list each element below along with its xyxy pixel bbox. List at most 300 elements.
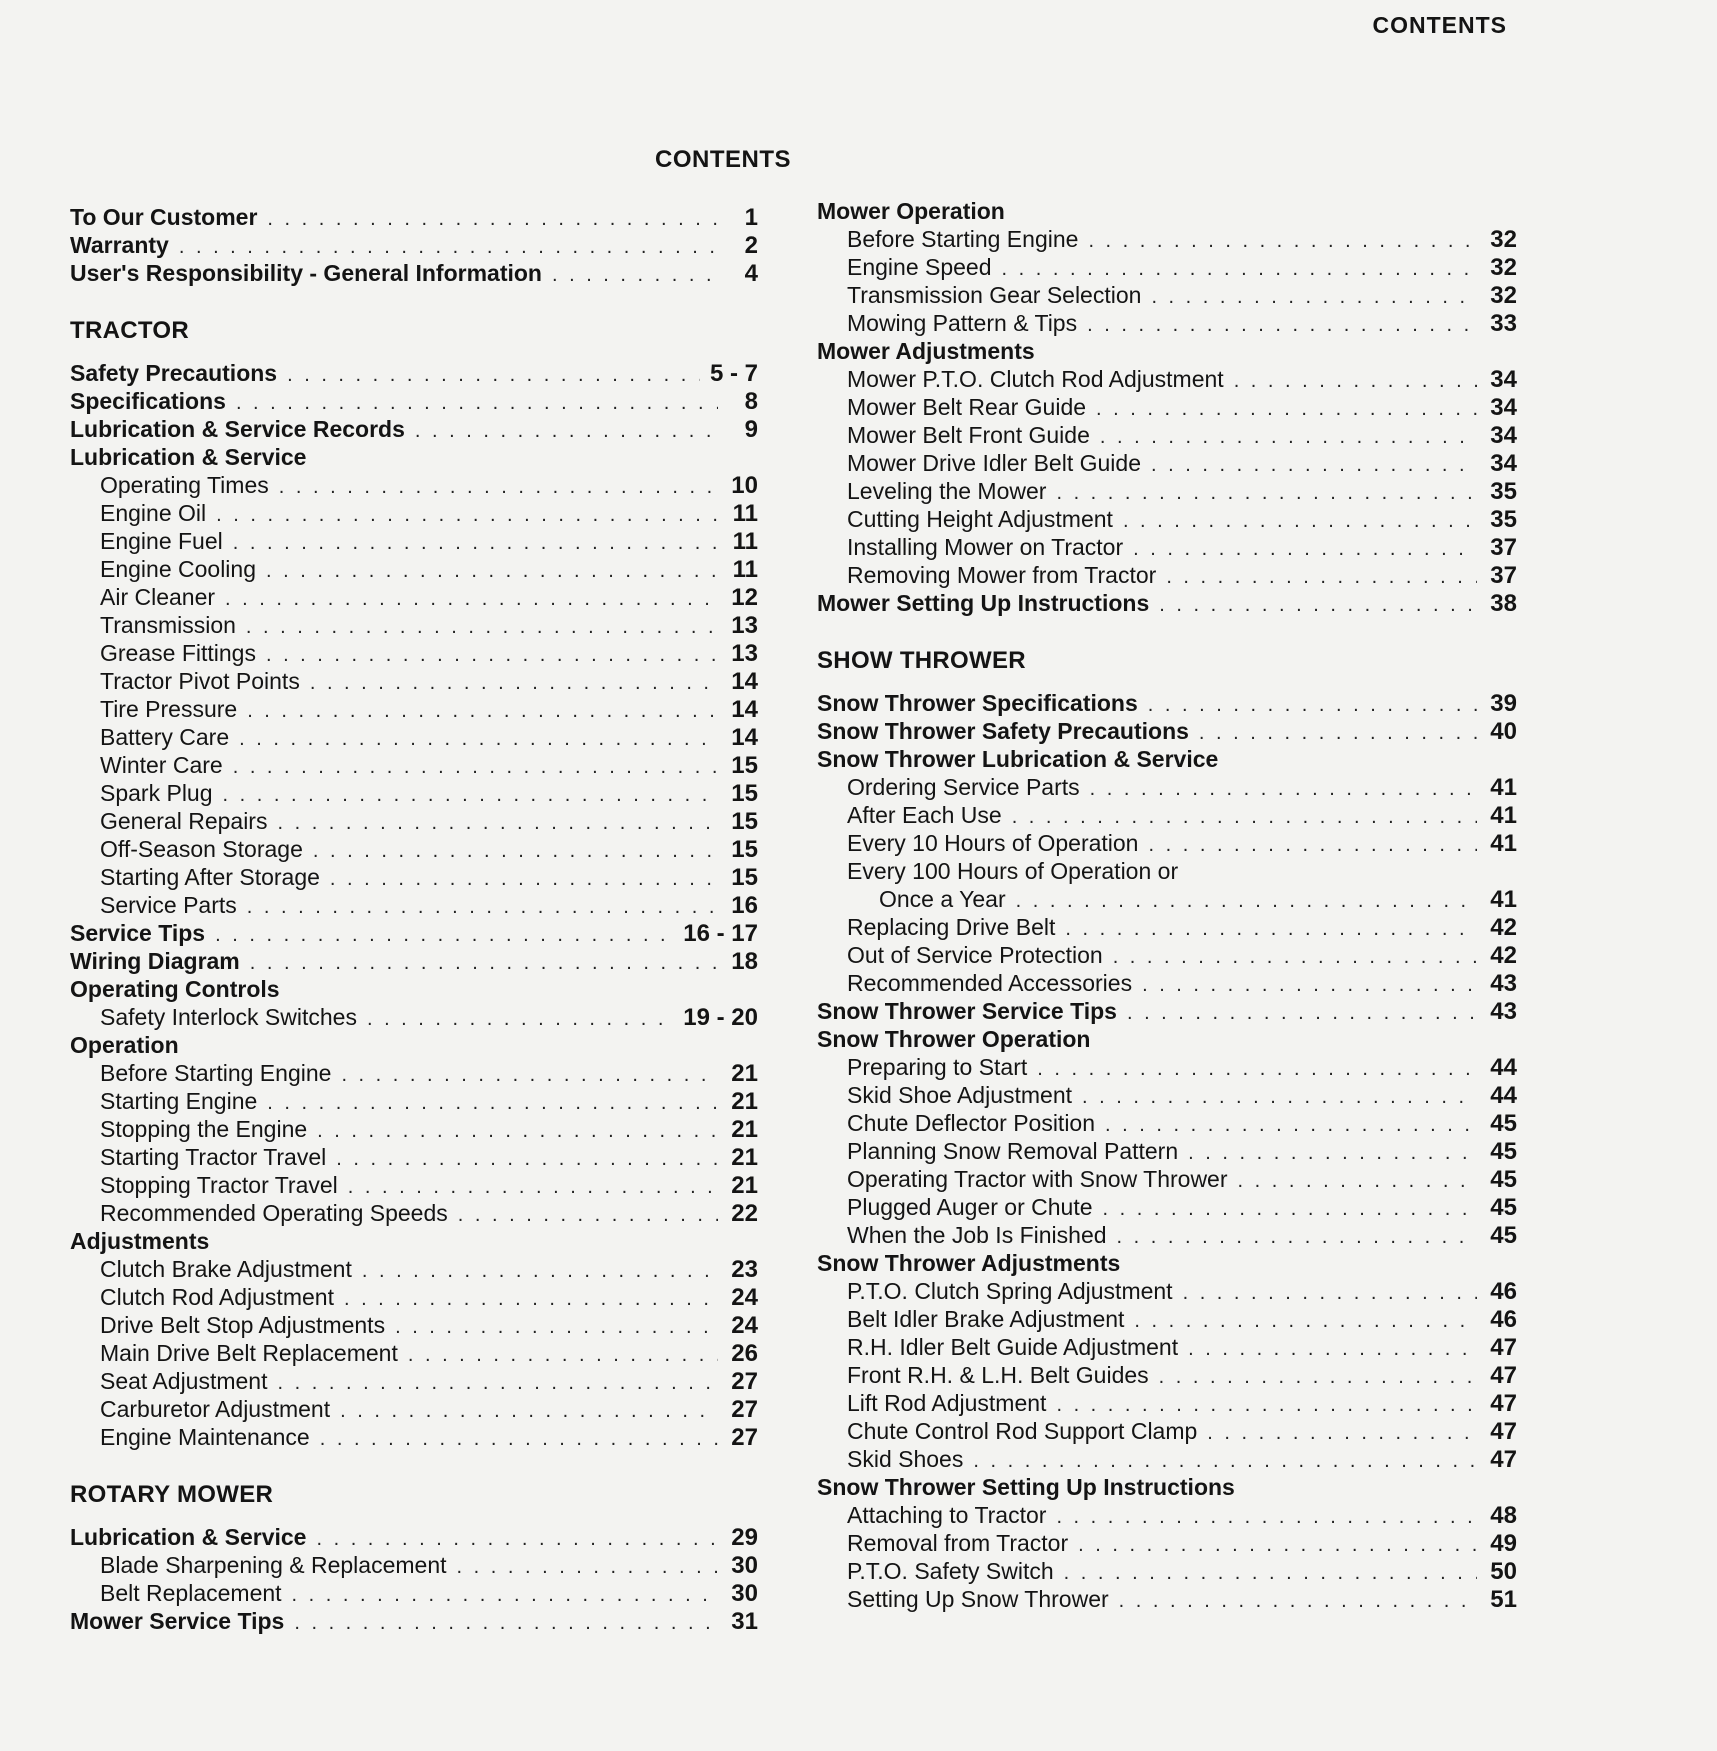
toc-entry-label: Engine Fuel — [100, 528, 223, 554]
toc-entry[interactable] — [817, 857, 1517, 885]
toc-page-number: 16 - 17 — [683, 920, 758, 947]
dot-leader — [179, 233, 718, 261]
toc-entry-label: Front R.H. & L.H. Belt Guides — [847, 1362, 1149, 1388]
dot-leader — [278, 1369, 719, 1397]
toc-entry-label: Service Tips — [70, 920, 206, 946]
toc-page-number: 24 — [731, 1312, 758, 1339]
toc-entry-label: Belt Idler Brake Adjustment — [847, 1306, 1125, 1332]
section-heading: TRACTOR — [70, 317, 189, 344]
dot-leader — [336, 1145, 718, 1173]
dot-leader — [236, 389, 718, 417]
toc-entry[interactable] — [70, 259, 758, 287]
dot-leader — [246, 613, 718, 641]
toc-page-number: 27 — [731, 1424, 758, 1451]
toc-page-number: 13 — [731, 640, 758, 667]
toc-entry[interactable] — [817, 589, 1517, 617]
toc-page-number: 35 — [1490, 478, 1517, 505]
toc-entry-label: Carburetor Adjustment — [100, 1396, 331, 1422]
toc-entry[interactable] — [70, 1283, 758, 1311]
toc-entry[interactable] — [70, 1395, 758, 1423]
toc-entry[interactable] — [70, 835, 758, 863]
toc-page-number: 15 — [731, 780, 758, 807]
dot-leader — [287, 361, 700, 389]
toc-entry-label: User's Responsibility - General Information — [70, 260, 542, 286]
toc-entry[interactable] — [817, 1221, 1517, 1249]
toc-page-number: 37 — [1490, 562, 1517, 589]
toc-entry[interactable] — [817, 969, 1517, 997]
toc-page-number: 34 — [1490, 450, 1517, 477]
toc-entry[interactable] — [817, 1109, 1517, 1137]
toc-entry-label: Every 10 Hours of Operation — [847, 830, 1139, 856]
dot-leader — [1056, 479, 1477, 507]
toc-entry-label: Planning Snow Removal Pattern — [847, 1138, 1179, 1164]
toc-page-number: 14 — [731, 668, 758, 695]
toc-entry[interactable] — [70, 1367, 758, 1395]
dot-leader — [1037, 1055, 1477, 1083]
toc-page-number: 42 — [1490, 914, 1517, 941]
toc-page-number: 19 - 20 — [683, 1004, 758, 1031]
dot-leader — [1166, 563, 1477, 591]
toc-entry[interactable] — [70, 919, 758, 947]
toc-entry[interactable] — [817, 477, 1517, 505]
toc-entry[interactable] — [70, 1171, 758, 1199]
toc-page-number: 34 — [1490, 394, 1517, 421]
toc-entry[interactable] — [817, 1025, 1517, 1053]
toc-page-number: 42 — [1490, 942, 1517, 969]
dot-leader — [1096, 395, 1477, 423]
toc-entry[interactable] — [70, 203, 758, 231]
toc-entry[interactable] — [70, 1227, 758, 1255]
toc-page-number: 46 — [1490, 1278, 1517, 1305]
toc-page-number: 51 — [1490, 1586, 1517, 1613]
toc-page-number: 47 — [1490, 1418, 1517, 1445]
dot-leader — [292, 1581, 718, 1609]
toc-page-number: 22 — [731, 1200, 758, 1227]
toc-page-number: 50 — [1490, 1558, 1517, 1585]
toc-entry-label: Mowing Pattern & Tips — [847, 310, 1078, 336]
toc-entry[interactable] — [817, 1417, 1517, 1445]
dot-leader — [1142, 971, 1477, 999]
dot-leader — [233, 529, 718, 557]
toc-entry[interactable] — [70, 499, 758, 527]
toc-page-number: 29 — [731, 1524, 758, 1551]
dot-leader — [267, 205, 718, 233]
dot-leader — [1148, 831, 1477, 859]
toc-entry[interactable] — [70, 611, 758, 639]
toc-entry-label: Tractor Pivot Points — [100, 668, 300, 694]
toc-entry-label: Before Starting Engine — [847, 226, 1079, 252]
dot-leader — [1127, 999, 1477, 1027]
toc-entry[interactable] — [70, 1423, 758, 1451]
toc-page-number: 39 — [1490, 690, 1517, 717]
toc-entry[interactable] — [817, 997, 1517, 1025]
toc-entry-label: Clutch Rod Adjustment — [100, 1284, 334, 1310]
toc-entry-label: Stopping Tractor Travel — [100, 1172, 338, 1198]
dot-leader — [1207, 1419, 1477, 1447]
toc-page-number: 40 — [1490, 718, 1517, 745]
toc-entry[interactable] — [70, 1059, 758, 1087]
toc-page-number: 47 — [1490, 1446, 1517, 1473]
toc-entry[interactable] — [70, 1115, 758, 1143]
toc-entry[interactable] — [70, 891, 758, 919]
toc-page-number: 23 — [731, 1256, 758, 1283]
toc-entry-label: Blade Sharpening & Replacement — [100, 1552, 447, 1578]
toc-page-number: 15 — [731, 836, 758, 863]
toc-entry-label: Safety Interlock Switches — [100, 1004, 357, 1030]
toc-entry[interactable] — [70, 443, 758, 471]
toc-entry-label: Operation — [70, 1032, 179, 1058]
dot-leader — [1064, 1559, 1477, 1587]
toc-page-number: 27 — [731, 1368, 758, 1395]
toc-entry-label: Snow Thrower Service Tips — [817, 998, 1117, 1024]
toc-page-number: 43 — [1490, 998, 1517, 1025]
toc-page-number: 5 - 7 — [709, 360, 758, 387]
toc-entry-label: Mower Service Tips — [70, 1608, 285, 1634]
toc-page-number: 9 — [744, 416, 758, 443]
toc-page-number: 13 — [731, 612, 758, 639]
dot-leader — [1078, 1531, 1477, 1559]
toc-entry[interactable] — [817, 225, 1517, 253]
dot-leader — [223, 781, 718, 809]
dot-leader — [310, 669, 718, 697]
toc-page-number: 47 — [1490, 1334, 1517, 1361]
toc-entry-label: Snow Thrower Safety Precautions — [817, 718, 1189, 744]
toc-entry[interactable] — [70, 807, 758, 835]
toc-entry[interactable] — [70, 231, 758, 259]
dot-leader — [1183, 1279, 1477, 1307]
toc-page-number: 30 — [731, 1552, 758, 1579]
toc-page-number: 10 — [731, 472, 758, 499]
toc-entry[interactable] — [70, 1255, 758, 1283]
toc-page-number: 44 — [1490, 1054, 1517, 1081]
toc-entry[interactable] — [817, 505, 1517, 533]
toc-entry[interactable] — [817, 1529, 1517, 1557]
toc-page-number: 41 — [1490, 802, 1517, 829]
toc-entry[interactable] — [817, 393, 1517, 421]
toc-entry-label: Engine Maintenance — [100, 1424, 310, 1450]
toc-entry[interactable] — [817, 1081, 1517, 1109]
toc-entry[interactable] — [817, 281, 1517, 309]
toc-entry[interactable] — [70, 779, 758, 807]
toc-page-number: 45 — [1490, 1138, 1517, 1165]
dot-leader — [1056, 1391, 1477, 1419]
dot-leader — [239, 725, 718, 753]
toc-entry-label: Mower P.T.O. Clutch Rod Adjustment — [847, 366, 1224, 392]
toc-entry-label: Engine Cooling — [100, 556, 257, 582]
toc-entry-label: Preparing to Start — [847, 1054, 1028, 1080]
dot-leader — [1090, 775, 1477, 803]
toc-page-number: 48 — [1490, 1502, 1517, 1529]
toc-entry[interactable] — [817, 717, 1517, 745]
toc-entry[interactable] — [70, 723, 758, 751]
toc-entry[interactable] — [817, 1361, 1517, 1389]
toc-page-number: 18 — [731, 948, 758, 975]
toc-entry[interactable] — [817, 1585, 1517, 1613]
dot-leader — [266, 641, 718, 669]
toc-page-number: 4 — [744, 260, 758, 287]
dot-leader — [1100, 423, 1477, 451]
toc-entry-label: Transmission — [100, 612, 236, 638]
toc-entry-label: Before Starting Engine — [100, 1060, 332, 1086]
toc-entry-label: Lift Rod Adjustment — [847, 1390, 1047, 1416]
toc-page-number: 15 — [731, 752, 758, 779]
toc-entry[interactable] — [817, 253, 1517, 281]
toc-entry[interactable] — [817, 1137, 1517, 1165]
toc-entry[interactable] — [817, 309, 1517, 337]
toc-page-number: 21 — [731, 1088, 758, 1115]
toc-entry-label: Mower Belt Rear Guide — [847, 394, 1087, 420]
toc-entry[interactable] — [70, 947, 758, 975]
dot-leader — [1082, 1083, 1477, 1111]
toc-entry[interactable] — [817, 829, 1517, 857]
toc-entry[interactable] — [817, 913, 1517, 941]
toc-entry-label: Engine Oil — [100, 500, 207, 526]
toc-entry[interactable] — [817, 449, 1517, 477]
toc-page-number: 15 — [731, 808, 758, 835]
dot-leader — [277, 809, 718, 837]
toc-entry-label: Safety Precautions — [70, 360, 278, 386]
dot-leader — [294, 1609, 718, 1637]
toc-entry[interactable] — [817, 1333, 1517, 1361]
toc-entry-label: R.H. Idler Belt Guide Adjustment — [847, 1334, 1179, 1360]
toc-entry-label: Wiring Diagram — [70, 948, 240, 974]
toc-page-number: 11 — [732, 556, 758, 583]
toc-entry-label: Ordering Service Parts — [847, 774, 1080, 800]
toc-entry-label: Mower Setting Up Instructions — [817, 590, 1150, 616]
toc-entry[interactable] — [70, 1607, 758, 1635]
dot-leader — [408, 1341, 718, 1369]
toc-page-number: 41 — [1490, 830, 1517, 857]
dot-leader — [1119, 1587, 1477, 1615]
dot-leader — [1065, 915, 1477, 943]
toc-entry-label: P.T.O. Safety Switch — [847, 1558, 1054, 1584]
dot-leader — [215, 921, 673, 949]
toc-entry[interactable] — [817, 533, 1517, 561]
toc-entry[interactable] — [70, 471, 758, 499]
toc-entry-label: Snow Thrower Operation — [817, 1026, 1091, 1052]
dot-leader — [247, 697, 718, 725]
toc-entry[interactable] — [70, 583, 758, 611]
toc-entry[interactable] — [70, 555, 758, 583]
toc-entry[interactable] — [817, 1501, 1517, 1529]
toc-entry-label: Snow Thrower Specifications — [817, 690, 1138, 716]
toc-entry-label: Air Cleaner — [100, 584, 216, 610]
toc-entry[interactable] — [817, 197, 1517, 225]
toc-entry[interactable] — [70, 1031, 758, 1059]
toc-entry[interactable] — [817, 885, 1517, 913]
toc-entry-label: When the Job Is Finished — [847, 1222, 1107, 1248]
toc-entry[interactable] — [817, 941, 1517, 969]
toc-entry[interactable] — [70, 1003, 758, 1031]
toc-entry-label: Operating Times — [100, 472, 269, 498]
dot-leader — [1238, 1167, 1477, 1195]
dot-leader — [367, 1005, 673, 1033]
dot-leader — [330, 865, 718, 893]
dot-leader — [1016, 887, 1477, 915]
toc-entry[interactable] — [817, 1305, 1517, 1333]
toc-entry[interactable] — [70, 751, 758, 779]
toc-page-number: 38 — [1490, 590, 1517, 617]
toc-entry-label: Off-Season Storage — [100, 836, 303, 862]
toc-entry[interactable] — [817, 1053, 1517, 1081]
dot-leader — [1133, 535, 1477, 563]
dot-leader — [1159, 591, 1477, 619]
toc-entry[interactable] — [817, 1249, 1517, 1277]
dot-leader — [1002, 255, 1477, 283]
toc-entry-label: After Each Use — [847, 802, 1002, 828]
toc-entry-label: Leveling the Mower — [847, 478, 1047, 504]
dot-leader — [973, 1447, 1477, 1475]
toc-page-number: 32 — [1490, 226, 1517, 253]
dot-leader — [316, 1525, 718, 1553]
dot-leader — [1148, 691, 1477, 719]
toc-entry-label: Plugged Auger or Chute — [847, 1194, 1093, 1220]
dot-leader — [415, 417, 718, 445]
toc-page-number: 1 — [744, 204, 758, 231]
dot-leader — [1159, 1363, 1477, 1391]
toc-page-number: 21 — [731, 1060, 758, 1087]
toc-entry[interactable] — [817, 337, 1517, 365]
toc-page-number: 21 — [731, 1116, 758, 1143]
toc-page-number: 21 — [731, 1172, 758, 1199]
toc-entry[interactable] — [817, 365, 1517, 393]
toc-entry[interactable] — [817, 1389, 1517, 1417]
toc-entry[interactable] — [70, 387, 758, 415]
toc-entry[interactable] — [817, 421, 1517, 449]
dot-leader — [1088, 227, 1477, 255]
dot-leader — [1105, 1111, 1477, 1139]
toc-entry[interactable] — [817, 561, 1517, 589]
dot-leader — [233, 753, 718, 781]
toc-right-column — [817, 197, 1517, 1613]
toc-page-number: 8 — [744, 388, 758, 415]
toc-entry[interactable] — [817, 1445, 1517, 1473]
toc-entry-label: Starting Tractor Travel — [100, 1144, 327, 1170]
section-heading: ROTARY MOWER — [70, 1481, 274, 1508]
toc-entry-label: Setting Up Snow Thrower — [847, 1586, 1109, 1612]
toc-entry[interactable] — [817, 1473, 1517, 1501]
toc-entry-label: Chute Control Rod Support Clamp — [847, 1418, 1198, 1444]
toc-entry[interactable] — [70, 1523, 758, 1551]
dot-leader — [247, 893, 718, 921]
toc-entry-label: Belt Replacement — [100, 1580, 282, 1606]
toc-entry-label: Every 100 Hours of Operation or — [847, 858, 1179, 884]
toc-entry[interactable] — [70, 1087, 758, 1115]
toc-entry[interactable] — [70, 415, 758, 443]
toc-entry[interactable] — [70, 863, 758, 891]
toc-entry-label: Snow Thrower Adjustments — [817, 1250, 1121, 1276]
dot-leader — [1113, 943, 1477, 971]
toc-page-number: 26 — [731, 1340, 758, 1367]
toc-left-column — [70, 203, 758, 1635]
toc-entry-label: Main Drive Belt Replacement — [100, 1340, 398, 1366]
toc-entry[interactable] — [817, 689, 1517, 717]
dot-leader — [362, 1257, 718, 1285]
toc-page-number: 41 — [1490, 886, 1517, 913]
dot-leader — [344, 1285, 718, 1313]
toc-page-number: 45 — [1490, 1110, 1517, 1137]
dot-leader — [458, 1201, 718, 1229]
toc-entry-label: Starting After Storage — [100, 864, 320, 890]
toc-entry-label: Snow Thrower Setting Up Instructions — [817, 1474, 1235, 1500]
section-heading: SHOW THROWER — [817, 647, 1026, 674]
dot-leader — [341, 1061, 718, 1089]
toc-entry[interactable] — [70, 1143, 758, 1171]
toc-entry[interactable] — [817, 1557, 1517, 1585]
dot-leader — [1056, 1503, 1477, 1531]
dot-leader — [1199, 719, 1477, 747]
toc-page-number: 45 — [1490, 1166, 1517, 1193]
toc-page-number: 49 — [1490, 1530, 1517, 1557]
toc-entry[interactable] — [70, 527, 758, 555]
toc-page-number: 35 — [1490, 506, 1517, 533]
toc-entry-label: To Our Customer — [70, 204, 258, 230]
dot-leader — [320, 1425, 718, 1453]
toc-entry[interactable] — [817, 801, 1517, 829]
toc-entry[interactable] — [70, 1199, 758, 1227]
toc-entry-label: Drive Belt Stop Adjustments — [100, 1312, 386, 1338]
toc-entry[interactable] — [70, 1311, 758, 1339]
toc-entry[interactable] — [70, 667, 758, 695]
toc-page-number: 24 — [731, 1284, 758, 1311]
dot-leader — [340, 1397, 718, 1425]
toc-entry-label: P.T.O. Clutch Spring Adjustment — [847, 1278, 1173, 1304]
toc-entry[interactable] — [817, 745, 1517, 773]
dot-leader — [1188, 1139, 1477, 1167]
toc-page-number: 43 — [1490, 970, 1517, 997]
toc-entry-label: Service Parts — [100, 892, 237, 918]
toc-entry[interactable] — [817, 1277, 1517, 1305]
toc-page-number: 30 — [731, 1580, 758, 1607]
toc-page-number: 14 — [731, 696, 758, 723]
toc-entry[interactable] — [817, 773, 1517, 801]
toc-entry-label: Removing Mower from Tractor — [847, 562, 1157, 588]
toc-entry[interactable] — [70, 1579, 758, 1607]
toc-entry-label: Recommended Operating Speeds — [100, 1200, 448, 1226]
dot-leader — [225, 585, 718, 613]
dot-leader — [1123, 507, 1477, 535]
toc-entry[interactable] — [70, 695, 758, 723]
toc-entry-label: Clutch Brake Adjustment — [100, 1256, 352, 1282]
toc-entry-label: Mower Drive Idler Belt Guide — [847, 450, 1141, 476]
toc-entry-label: Lubrication & Service — [70, 444, 307, 470]
toc-page-number: 47 — [1490, 1390, 1517, 1417]
toc-entry-label: Stopping the Engine — [100, 1116, 308, 1142]
toc-entry[interactable] — [70, 1339, 758, 1367]
dot-leader — [250, 949, 718, 977]
toc-entry-label: Spark Plug — [100, 780, 213, 806]
toc-entry[interactable] — [70, 639, 758, 667]
toc-entry-label: Removal from Tractor — [847, 1530, 1069, 1556]
toc-page-number: 15 — [731, 864, 758, 891]
toc-entry-label: Cutting Height Adjustment — [847, 506, 1113, 532]
toc-page-number: 37 — [1490, 534, 1517, 561]
toc-entry-label: Operating Tractor with Snow Thrower — [847, 1166, 1228, 1192]
toc-page-number: 31 — [731, 1608, 758, 1635]
dot-leader — [1103, 1195, 1477, 1223]
toc-page-number: 21 — [731, 1144, 758, 1171]
toc-entry-label: Once a Year — [879, 886, 1006, 912]
toc-entry[interactable] — [817, 1193, 1517, 1221]
toc-page-number: 32 — [1490, 254, 1517, 281]
toc-entry[interactable] — [70, 1551, 758, 1579]
toc-entry[interactable] — [70, 975, 758, 1003]
toc-entry[interactable] — [70, 359, 758, 387]
dot-leader — [1012, 803, 1477, 831]
toc-entry-label: Adjustments — [70, 1228, 210, 1254]
toc-entry[interactable] — [817, 1165, 1517, 1193]
toc-page-number: 16 — [731, 892, 758, 919]
